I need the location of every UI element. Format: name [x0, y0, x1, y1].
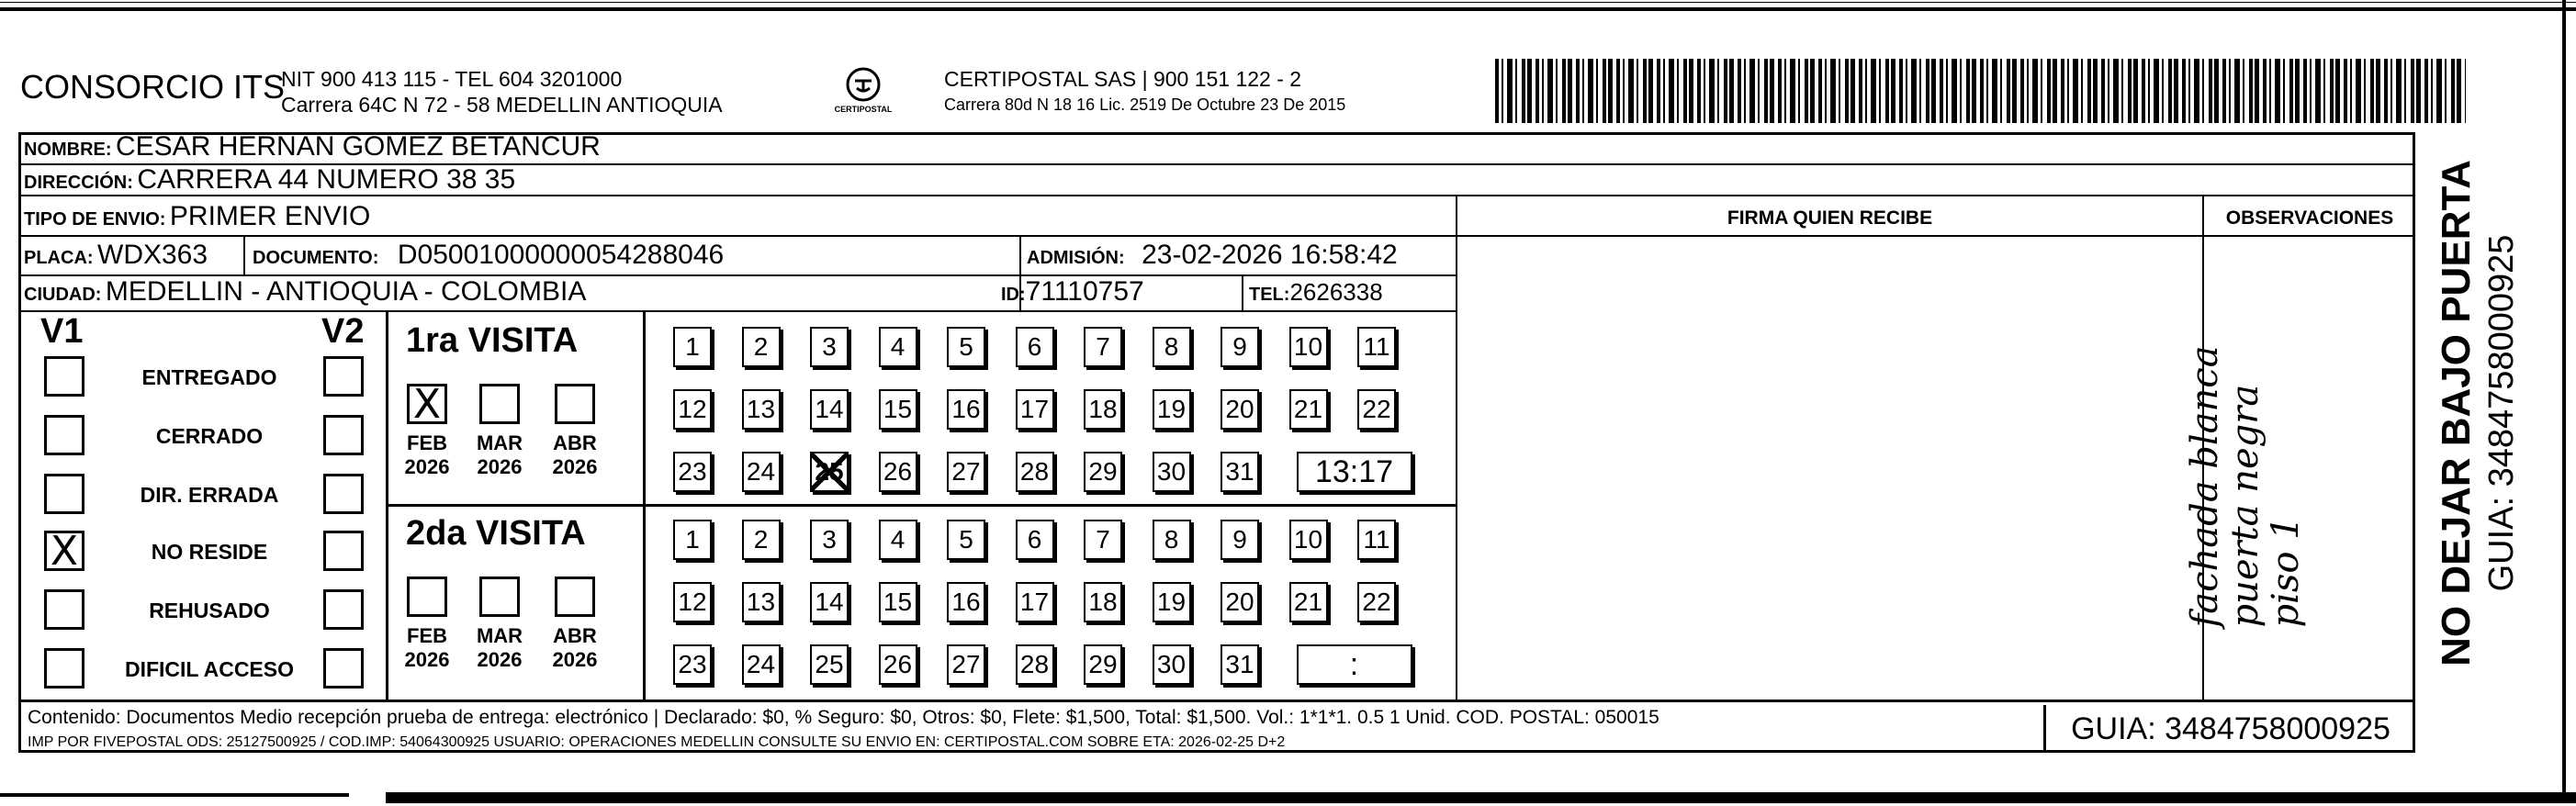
- tel-value: 2626338: [1289, 278, 1383, 306]
- day-box[interactable]: 29: [1084, 644, 1122, 685]
- day-box[interactable]: 26: [879, 452, 917, 492]
- day-box[interactable]: 19: [1153, 389, 1191, 430]
- day-box[interactable]: 29: [1084, 452, 1122, 492]
- visit-time[interactable]: :: [1297, 644, 1412, 685]
- visita1-title: 1ra VISITA: [406, 321, 579, 360]
- guia-number: GUIA: 3484758000925: [2043, 705, 2415, 753]
- day-box[interactable]: 31: [1221, 644, 1259, 685]
- day-box[interactable]: 1: [673, 327, 712, 367]
- v1-checkbox[interactable]: [44, 589, 84, 630]
- documento-label: DOCUMENTO:: [253, 248, 379, 268]
- visit-time[interactable]: 13:17: [1297, 452, 1412, 492]
- bottom-border: [386, 792, 2576, 803]
- month-name: FEB: [407, 431, 447, 454]
- day-box[interactable]: 27: [947, 452, 985, 492]
- month-name: ABR: [553, 431, 597, 454]
- month-name: MAR: [476, 431, 523, 454]
- v2-header: V2: [321, 312, 365, 351]
- status-label: CERRADO: [155, 424, 264, 448]
- day-box[interactable]: 18: [1084, 389, 1122, 430]
- day-box[interactable]: 2: [742, 327, 781, 367]
- id-row: [1001, 277, 1144, 311]
- day-box[interactable]: 10: [1289, 520, 1328, 560]
- day-box[interactable]: 18: [1084, 582, 1122, 622]
- rule-month-days: [643, 310, 646, 700]
- month-year: 2026: [404, 648, 450, 671]
- day-box[interactable]: 24: [742, 644, 781, 685]
- status-label: DIR. ERRADA: [140, 483, 279, 507]
- visita2-title: 2da VISITA: [406, 514, 586, 553]
- day-box[interactable]: 15: [879, 582, 917, 622]
- documento-value: D05001000000054288046: [397, 240, 725, 270]
- day-box[interactable]: 24: [742, 452, 781, 492]
- day-box[interactable]: 14: [810, 582, 849, 622]
- day-box[interactable]: 22: [1357, 582, 1396, 622]
- v2-checkbox[interactable]: [323, 648, 364, 688]
- day-box[interactable]: 13: [742, 389, 781, 430]
- month-year: 2026: [552, 648, 598, 671]
- id-value: 71110757: [1025, 276, 1144, 307]
- day-box[interactable]: 4: [879, 327, 917, 367]
- handwritten-line: fachada blanca: [2184, 345, 2226, 628]
- v2-checkbox[interactable]: [323, 356, 364, 397]
- day-box[interactable]: 3: [810, 520, 849, 560]
- day-box[interactable]: 28: [1016, 644, 1054, 685]
- handwritten-line: puerta negra: [2224, 384, 2267, 628]
- day-box[interactable]: 12: [673, 582, 712, 622]
- day-box[interactable]: 16: [947, 389, 985, 430]
- nombre-row: [24, 132, 601, 166]
- day-box[interactable]: 9: [1221, 520, 1259, 560]
- day-box[interactable]: 2: [742, 520, 781, 560]
- day-box[interactable]: 19: [1153, 582, 1191, 622]
- handwritten-line: piso 1: [2265, 516, 2307, 628]
- firma-header: FIRMA QUIEN RECIBE: [1727, 207, 1933, 229]
- month-label: [547, 624, 602, 672]
- day-box[interactable]: 27: [947, 644, 985, 685]
- admision-row: [1027, 241, 1398, 274]
- right-border: [2562, 0, 2566, 799]
- month-checkbox[interactable]: [479, 384, 520, 424]
- day-box[interactable]: 3: [810, 327, 849, 367]
- day-box[interactable]: 11: [1357, 520, 1396, 560]
- day-box[interactable]: 17: [1016, 582, 1054, 622]
- courier-license: Carrera 80d N 18 16 Lic. 2519 De Octubre 23 De 2015: [944, 95, 1346, 114]
- ciudad-value: MEDELLIN - ANTIOQUIA - COLOMBIA: [105, 276, 587, 307]
- placa-value: WDX363: [97, 240, 208, 270]
- month-name: FEB: [407, 624, 447, 647]
- barcode: [1495, 59, 2466, 123]
- day-box[interactable]: 1: [673, 520, 712, 560]
- day-box[interactable]: 25: [810, 644, 849, 685]
- day-box[interactable]: 15: [879, 389, 917, 430]
- month-checkbox[interactable]: [555, 384, 595, 424]
- day-box[interactable]: 8: [1153, 327, 1191, 367]
- rule-firma-left: [1456, 195, 1457, 700]
- placa-row: [24, 241, 208, 274]
- day-box[interactable]: 10: [1289, 327, 1328, 367]
- day-box[interactable]: 6: [1016, 327, 1054, 367]
- footer-content: Contenido: Documentos Medio recepción prueba de entrega: electrónico | Declarado: $0, % Seguro: $0, Otros: $0, Flete: $1,500, Total: $1,500. Vol.: 1*1*1. 0.5 1 Unid. COD. POSTAL: 050015: [28, 707, 1659, 728]
- tel-row: [1249, 277, 1383, 311]
- day-box[interactable]: 21: [1289, 389, 1328, 430]
- v2-checkbox[interactable]: [323, 415, 364, 455]
- day-box[interactable]: 16: [947, 582, 985, 622]
- day-box[interactable]: 23: [673, 452, 712, 492]
- company-nit: NIT 900 413 115 - TEL 604 3201000: [281, 67, 623, 91]
- bottom-border-left: [0, 793, 349, 797]
- side-no-dejar: NO DEJAR BAJO PUERTA: [2434, 160, 2479, 666]
- side-guia: GUIA: 3484758000925: [2482, 234, 2521, 592]
- rule-status-visita: [386, 310, 388, 700]
- day-box[interactable]: 26: [879, 644, 917, 685]
- nombre-value: CESAR HERNAN GOMEZ BETANCUR: [116, 131, 601, 162]
- day-box[interactable]: 30: [1153, 644, 1191, 685]
- tipo-value: PRIMER ENVIO: [169, 201, 371, 231]
- company-name: CONSORCIO ITS: [20, 68, 286, 106]
- direccion-row: [24, 165, 515, 199]
- company-info: [281, 66, 723, 118]
- day-box[interactable]: 14: [810, 389, 849, 430]
- day-box[interactable]: 5: [947, 520, 985, 560]
- direccion-value: CARRERA 44 NUMERO 38 35: [137, 164, 516, 195]
- day-box[interactable]: 9: [1221, 327, 1259, 367]
- company-address: Carrera 64C N 72 - 58 MEDELLIN ANTIOQUIA: [281, 93, 723, 117]
- admision-value: 23-02-2026 16:58:42: [1142, 240, 1398, 270]
- rule-footer: [18, 700, 2415, 702]
- day-box[interactable]: 22: [1357, 389, 1396, 430]
- day-box[interactable]: 7: [1084, 327, 1122, 367]
- day-box[interactable]: 25: [810, 452, 849, 492]
- month-label: [399, 431, 455, 479]
- day-box[interactable]: 13: [742, 582, 781, 622]
- day-box[interactable]: 11: [1357, 327, 1396, 367]
- month-year: 2026: [404, 455, 450, 478]
- day-box[interactable]: 5: [947, 327, 985, 367]
- rule-tipo: [18, 235, 2415, 237]
- direccion-label: DIRECCIÓN:: [24, 173, 133, 193]
- rule-placa-doc: [243, 235, 245, 274]
- top-border-thin: [0, 2, 2576, 3]
- month-year: 2026: [477, 648, 523, 671]
- ciudad-row: [24, 277, 586, 311]
- v2-checkbox[interactable]: [323, 474, 364, 514]
- v1-checkbox[interactable]: [44, 356, 84, 397]
- nombre-label: NOMBRE:: [24, 140, 112, 160]
- certipostal-logo: [822, 64, 905, 121]
- day-box[interactable]: 28: [1016, 452, 1054, 492]
- month-label: [472, 624, 527, 672]
- month-checkbox[interactable]: [407, 577, 447, 617]
- logo-text: CERTIPOSTAL: [834, 105, 893, 114]
- month-checkbox[interactable]: X: [407, 384, 447, 424]
- courier-nit: CERTIPOSTAL SAS | 900 151 122 - 2: [944, 67, 1302, 91]
- top-border: [0, 7, 2576, 11]
- month-checkbox[interactable]: [555, 577, 595, 617]
- day-box[interactable]: 21: [1289, 582, 1328, 622]
- month-name: ABR: [553, 624, 597, 647]
- month-label: [472, 431, 527, 479]
- ciudad-label: CIUDAD:: [24, 285, 102, 305]
- v2-checkbox[interactable]: [323, 589, 364, 630]
- day-box[interactable]: 6: [1016, 520, 1054, 560]
- status-label: REHUSADO: [149, 599, 270, 622]
- tipo-row: [24, 202, 370, 236]
- v1-checkbox[interactable]: [44, 648, 84, 688]
- day-box[interactable]: 23: [673, 644, 712, 685]
- placa-label: PLACA:: [24, 248, 94, 268]
- rule-visita-split: [386, 504, 1456, 507]
- day-box[interactable]: 20: [1221, 389, 1259, 430]
- month-name: MAR: [476, 624, 523, 647]
- id-label: ID:: [1001, 285, 1026, 305]
- footer-imp: IMP POR FIVEPOSTAL ODS: 25127500925 / COD.IMP: 54064300925 USUARIO: OPERACIONES MEDELLIN CONSULTE SU ENVIO EN: CERTIPOSTAL.COM SOBRE ETA: 2026-02-25 D+2: [28, 734, 1286, 750]
- month-checkbox[interactable]: [479, 577, 520, 617]
- day-box[interactable]: 12: [673, 389, 712, 430]
- day-box[interactable]: 30: [1153, 452, 1191, 492]
- observaciones-handwriting: [2186, 275, 2305, 698]
- month-label: [547, 431, 602, 479]
- day-box[interactable]: 8: [1153, 520, 1191, 560]
- v1-checkbox[interactable]: X: [44, 531, 84, 571]
- courier-info: [944, 66, 1345, 118]
- status-label: NO RESIDE: [151, 540, 268, 564]
- month-label: [399, 624, 455, 672]
- observaciones-header: OBSERVACIONES: [2225, 207, 2394, 229]
- v1-header: V1: [40, 312, 84, 351]
- day-box[interactable]: 17: [1016, 389, 1054, 430]
- tel-label: TEL:: [1249, 285, 1290, 305]
- day-box[interactable]: 4: [879, 520, 917, 560]
- tipo-label: TIPO DE ENVIO:: [24, 209, 166, 229]
- v1-checkbox[interactable]: [44, 474, 84, 514]
- status-label: DIFICIL ACCESO: [124, 657, 294, 681]
- admision-label: ADMISIÓN:: [1027, 248, 1125, 268]
- v2-checkbox[interactable]: [323, 531, 364, 571]
- day-box[interactable]: 20: [1221, 582, 1259, 622]
- day-box[interactable]: 31: [1221, 452, 1259, 492]
- month-year: 2026: [477, 455, 523, 478]
- documento-row: [253, 241, 724, 274]
- day-box[interactable]: 7: [1084, 520, 1122, 560]
- status-label: ENTREGADO: [141, 365, 277, 389]
- side-notice: [2395, 156, 2560, 670]
- v1-checkbox[interactable]: [44, 415, 84, 455]
- rule-id-tel: [1242, 274, 1243, 310]
- month-year: 2026: [552, 455, 598, 478]
